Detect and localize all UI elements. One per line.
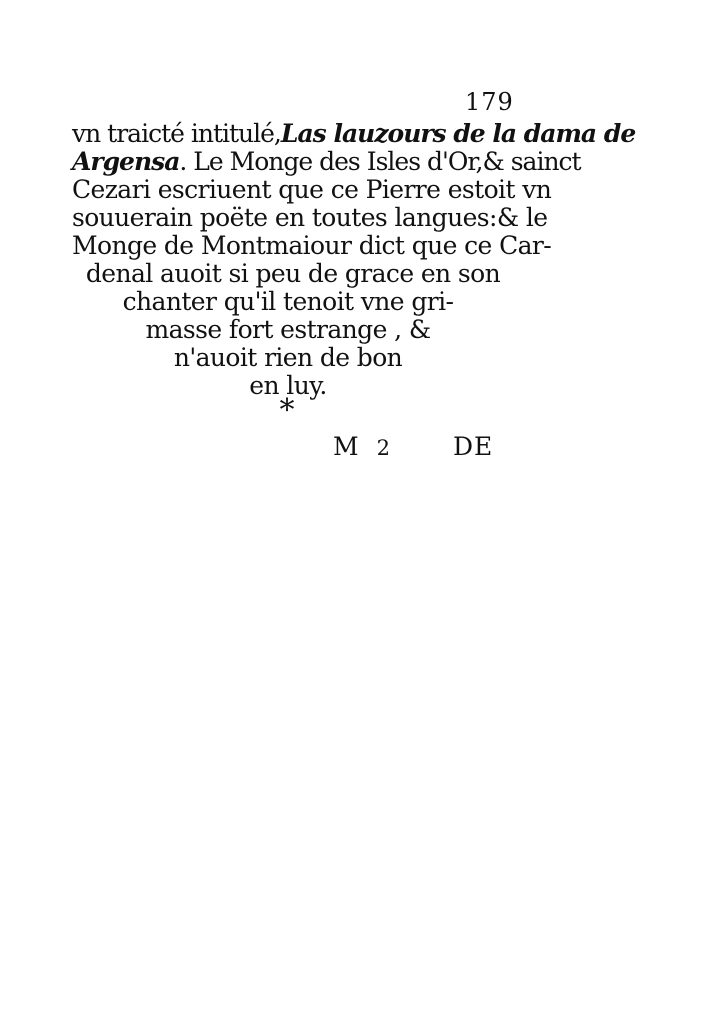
signature-number: 2 [376, 436, 392, 460]
text-segment: souuerain poëte en toutes langues:& le [72, 203, 548, 232]
text-segment: Monge de Montmaiour dict que ce Car- [72, 231, 552, 260]
text-segment: n'auoit rien de bon [173, 343, 403, 372]
text-segment: chanter qu'il tenoit vne gri- [122, 287, 454, 316]
text-line-2 [72, 147, 581, 176]
text-line-6 [72, 260, 504, 288]
text-segment: en luy. [249, 371, 327, 400]
text-line-7 [72, 288, 504, 316]
italic-place-name: Argensa [72, 147, 180, 176]
text-line-9 [72, 344, 504, 372]
asterisk-ornament: * [279, 393, 295, 428]
body-text [72, 119, 636, 400]
text-segment: Cezari escriuent que ce Pierre estoit vn [72, 175, 552, 204]
page-footer [0, 430, 724, 464]
text-segment: . Le Monge des Isles d'Or,& sainct [179, 147, 581, 176]
text-line-3 [72, 175, 552, 204]
text-line-1 [72, 119, 636, 148]
text-line-8 [72, 316, 504, 344]
text-line-5 [72, 231, 552, 260]
text-segment: denal auoit si peu de grace en son [85, 259, 501, 288]
signature-mark [333, 430, 392, 465]
text-line-4 [72, 203, 548, 232]
signature-letter: M [333, 432, 361, 461]
italic-title: Las lauzours de la dama de [280, 119, 636, 148]
text-segment: vn traicté intitulé, [72, 119, 281, 148]
text-segment: masse fort estrange , & [145, 315, 431, 344]
page-number: 179 [465, 88, 514, 116]
catchword: DE [453, 432, 494, 461]
